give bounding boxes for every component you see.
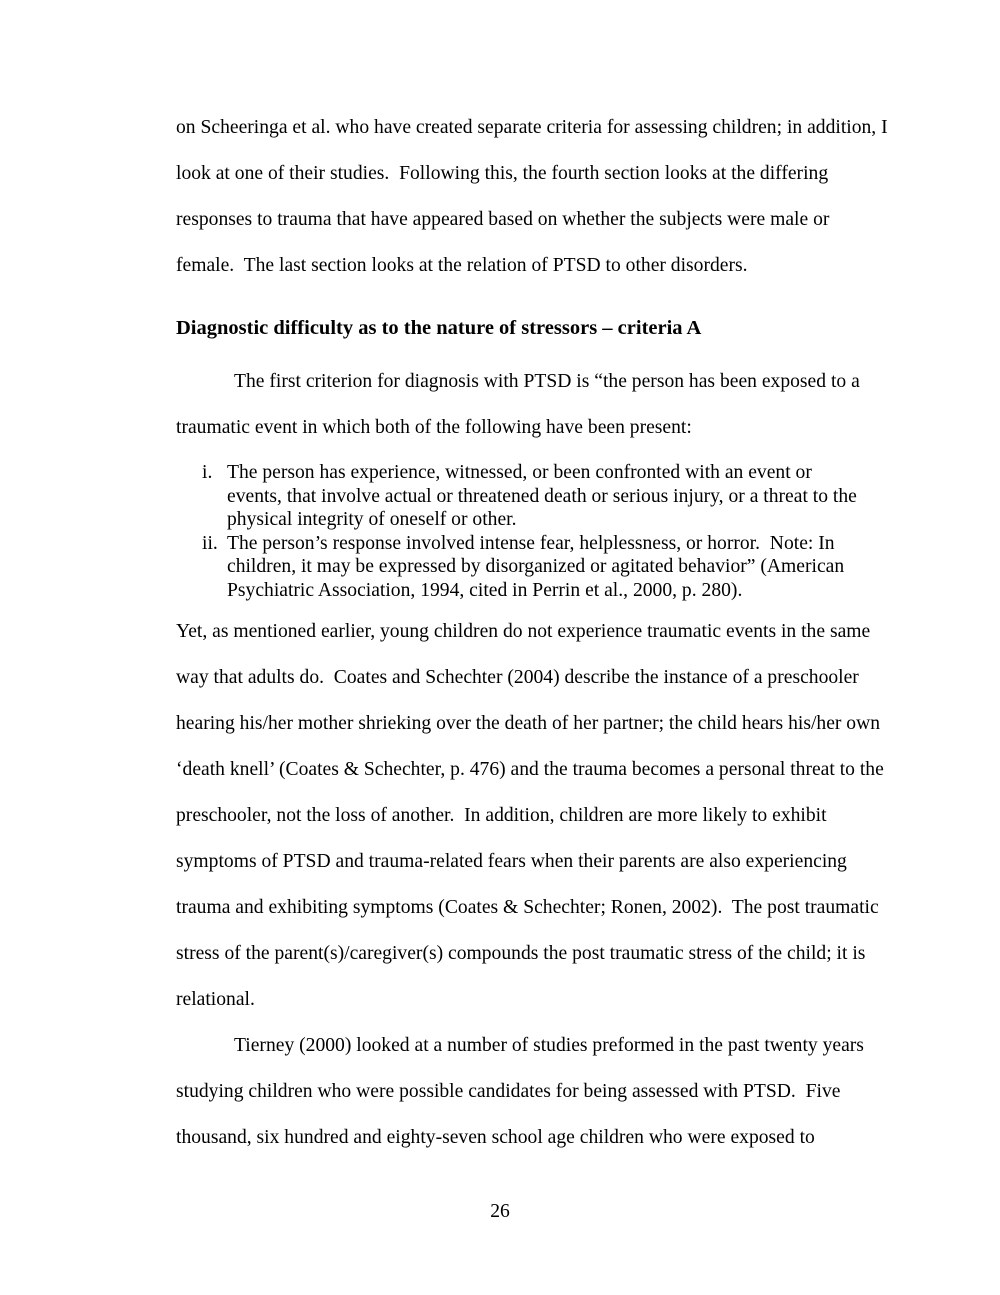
page-number: 26 — [490, 1201, 510, 1222]
paragraph-first-criterion: The first criterion for diagnosis with PTSD is “the person has been exposed to a traumatic event in which both of the following have been present: — [176, 371, 865, 438]
list-item-text: The person has experience, witnessed, or been confronted with an event or events, that involve actual or threatened death or serious injury, or a threat to the physical integrity of oneself or other. — [227, 462, 862, 530]
list-item — [176, 532, 888, 603]
list-item-text: The person’s response involved intense fear, helplessness, or horror. Note: In children, it may be expressed by disorganized or agitated behavior” (American Psychiatric Association, 1994, cited in Perrin et al., 2000, p. 280). — [227, 532, 850, 601]
section-heading: Diagnostic difficulty as to the nature of stressors – criteria A — [176, 317, 702, 339]
list-marker-ii: ii. — [202, 532, 218, 554]
paragraph-intro: on Scheeringa et al. who have created separate criteria for assessing children; in addition, I look at one of their studies. Following this, the fourth section looks at the differing responses to trauma that have appeared based on whether the subjects were male or female. The last section looks at the relation of PTSD to other disorders. — [176, 117, 893, 276]
criteria-list — [176, 461, 888, 602]
paragraph-tierney: Tierney (2000) looked at a number of studies preformed in the past twenty years studying children who were possible candidates for being assessed with PTSD. Five thousand, six hundred and eighty-seven school age children who were exposed to — [176, 1035, 869, 1148]
paragraph-discussion: Yet, as mentioned earlier, young children do not experience traumatic events in the same way that adults do. Coates and Schechter (2004) describe the instance of a preschooler hearing his/her mother shrieking over the death of her partner; the child hears his/her own ‘death knell’ (Coates & Schechter, p. 476) and the trauma becomes a personal threat to the preschooler, not the loss of another. In addition, children are more likely to exhibit symptoms of PTSD and trauma-related fears when their parents are also experiencing trauma and exhibiting symptoms (Coates & Schechter; Ronen, 2002). The post traumatic stress of the parent(s)/caregiver(s) compounds the post traumatic stress of the child; it is relational. — [176, 621, 889, 1010]
list-marker-i: i. — [202, 462, 213, 483]
list-item — [176, 461, 888, 532]
